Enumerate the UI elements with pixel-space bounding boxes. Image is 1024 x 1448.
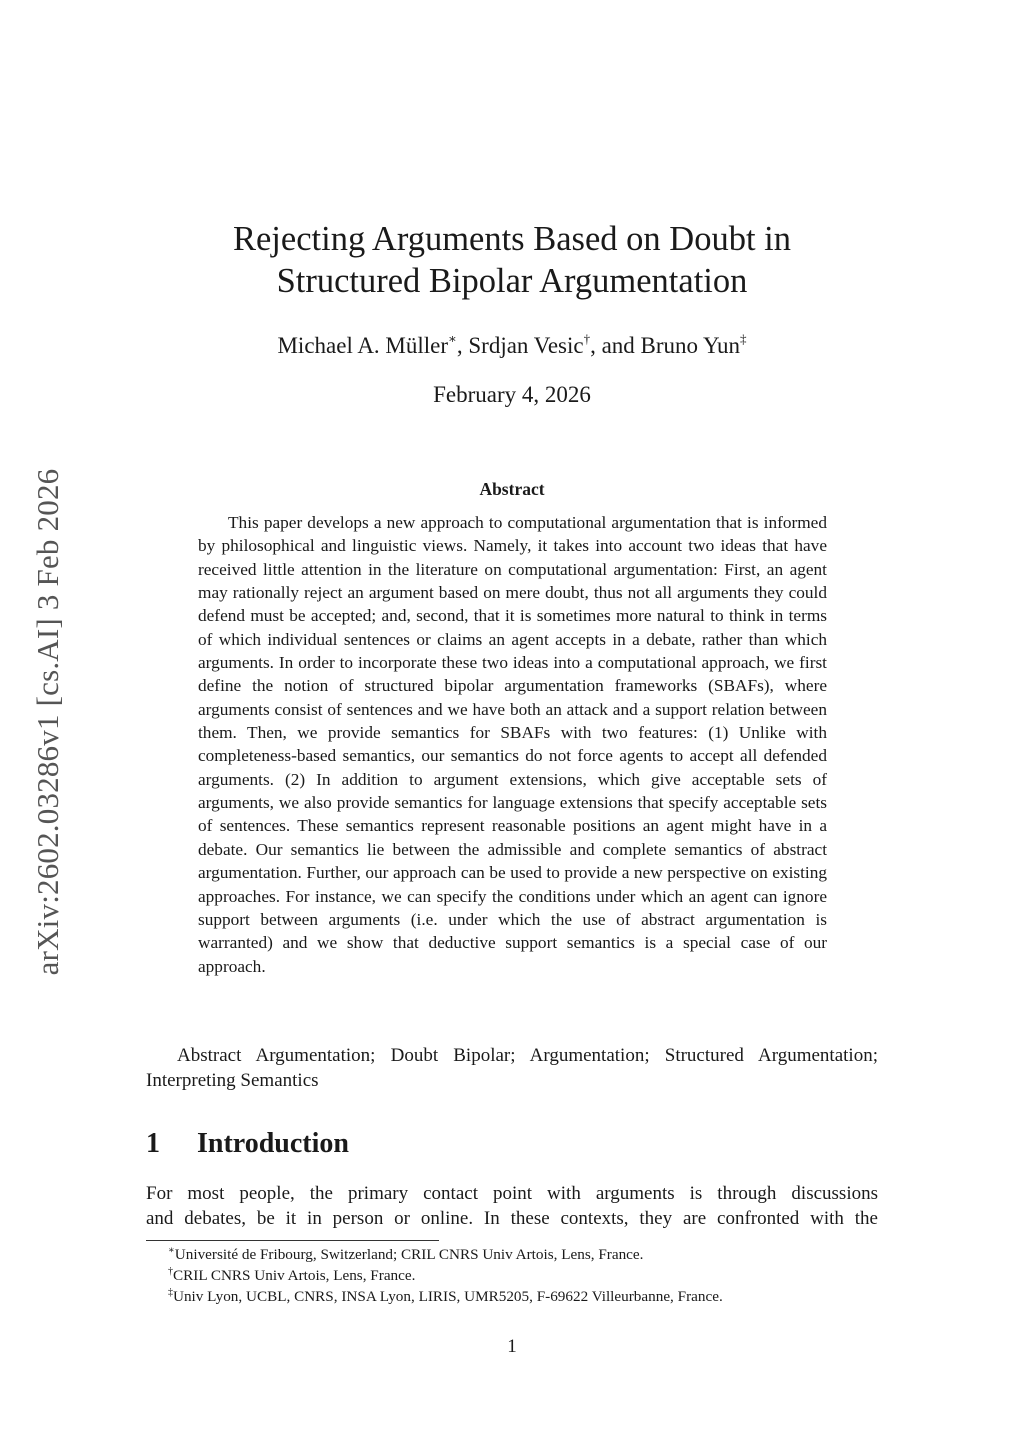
footnote-text: Univ Lyon, UCBL, CNRS, INSA Lyon, LIRIS, UMR5205, F-69622 Villeurbanne, France. <box>173 1288 723 1305</box>
section-number: 1 <box>146 1128 160 1159</box>
arxiv-identifier-stamp: arXiv:2602.03286v1 [cs.AI] 3 Feb 2026 <box>30 468 65 976</box>
footnote <box>146 1265 878 1286</box>
page-number: 1 <box>507 1336 517 1357</box>
footnote-divider <box>146 1240 439 1241</box>
section-heading <box>146 1127 349 1161</box>
paper-title-line-2: Structured Bipolar Argumentation <box>276 262 748 300</box>
footnote-mark: ∗ <box>448 331 457 346</box>
text-line: and debates, be it in person or online. In these contexts, they are confronted with the <box>146 1208 878 1229</box>
author-separator: , and <box>590 333 641 358</box>
abstract-heading: Abstract <box>479 479 545 499</box>
text-line: For most people, the primary contact point with arguments is through discussions <box>146 1183 878 1204</box>
author-list <box>146 331 878 361</box>
footnote-text: CRIL CNRS Univ Artois, Lens, France. <box>173 1267 416 1284</box>
author-name: Srdjan Vesic <box>468 333 584 358</box>
author-name: Bruno Yun <box>640 333 741 358</box>
footnote-mark: ‡ <box>740 331 747 346</box>
abstract-text: This paper develops a new approach to computational argumentation that is informed by philosophical and linguistic views. Namely, it takes into account two ideas that have received little attention in the literature on computational argumentation: First, an agent may rationally reject an argument based on mere doubt, thus not all arguments they could defend must be accepted; and, second, that it is sometimes more natural to think in terms of which individual sentences or claims an agent accepts in a debate, rather than which arguments. In order to incorporate these two ideas into a computational approach, we first define the notion of structured bipolar argumentation frameworks (SBAFs), where arguments consist of sentences and we have both an attack and a support relation between them. Then, we provide semantics for SBAFs with two features: (1) Unlike with completeness-based semantics, our semantics do not force agents to accept all defended arguments. (2) In addition to argument extensions, which give acceptable sets of arguments, we also provide semantics for language extensions that specify acceptable sets of sentences. These semantics represent reasonable positions an agent might have in a debate. Our semantics lie between the admissible and complete semantics of abstract argumentation. Further, our approach can be used to provide a new perspective on existing approaches. For instance, we can specify the conditions under which an agent can ignore support between arguments (i.e. under which the use of abstract argumentation is warranted) and we show that deductive support semantics is a special case of our approach. <box>198 513 827 976</box>
footnotes <box>146 1244 878 1307</box>
publication-date: February 4, 2026 <box>433 382 591 407</box>
paper-title-line-1: Rejecting Arguments Based on Doubt in <box>232 220 791 258</box>
keywords: Abstract Argumentation; Doubt Bipolar; Argumentation; Structured Argumentation; Interpreting Semantics <box>146 1045 878 1091</box>
footnote-mark: ‡ <box>168 1287 173 1298</box>
paper-title <box>146 218 878 302</box>
author-name: Michael A. Müller <box>277 333 449 358</box>
footnote-mark: ∗ <box>168 1245 175 1256</box>
footnote-mark: † <box>583 331 591 346</box>
footnote-text: Université de Fribourg, Switzerland; CRIL CNRS Univ Artois, Lens, France. <box>174 1246 644 1263</box>
footnote <box>146 1286 878 1307</box>
author-separator: , <box>456 333 469 358</box>
footnote-mark: † <box>168 1266 173 1277</box>
footnote <box>146 1244 878 1265</box>
section-title: Introduction <box>197 1128 349 1159</box>
introduction-text <box>146 1181 878 1231</box>
